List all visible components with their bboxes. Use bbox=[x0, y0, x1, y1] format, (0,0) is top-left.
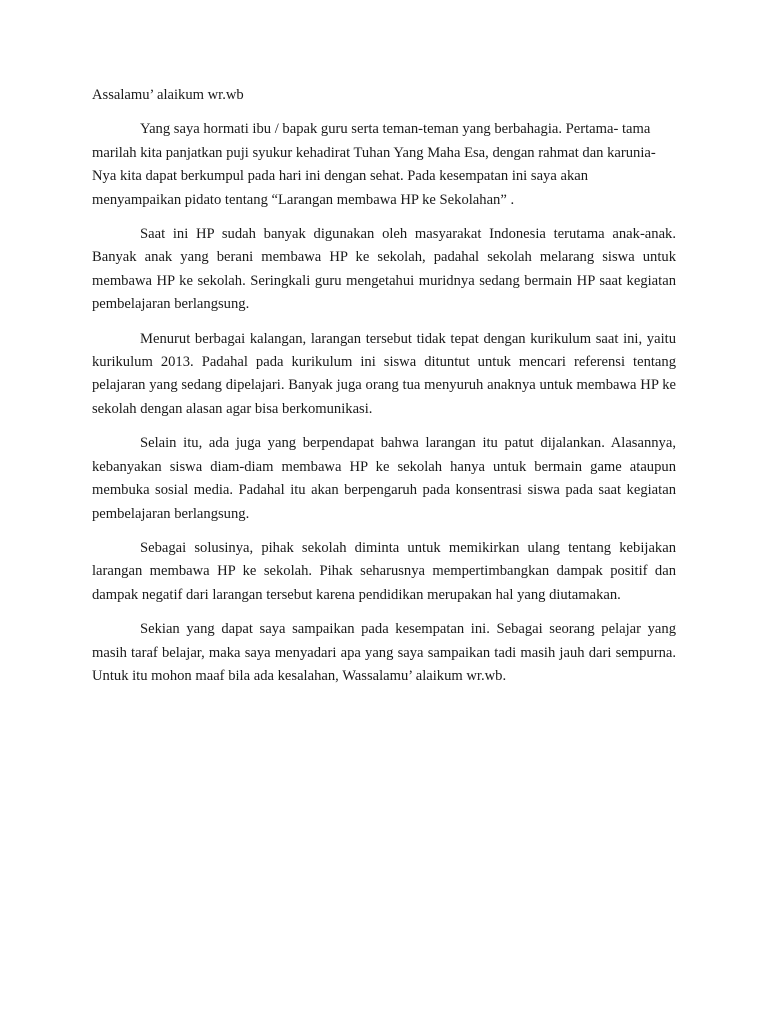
closing-paragraph: Sekian yang dapat saya sampaikan pada kesempatan ini. Sebagai seorang pelajar yang masih taraf belajar, maka saya menyadari apa yang saya sampaikan tadi masih jauh dari sempurna. Untuk itu mohon maaf bila ada kesalahan, Wassalamu’ alaikum wr.wb. bbox=[92, 621, 676, 684]
greeting: Assalamu’ alaikum wr.wb bbox=[92, 87, 244, 103]
body-paragraph-3: Selain itu, ada juga yang berpendapat bahwa larangan itu patut dijalankan. Alasannya, kebanyakan siswa diam-diam membawa HP ke sekolah hanya untuk bermain game ataupun membuka sosial media. Padahal itu akan berpengaruh pada konsentrasi siswa pada saat kegiatan pembelajaran berlangsung. bbox=[92, 435, 676, 522]
body-paragraph-2: Menurut berbagai kalangan, larangan tersebut tidak tepat dengan kurikulum saat ini, yaitu kurikulum 2013. Padahal pada kurikulum ini siswa dituntut untuk mencari referensi tentang pelajaran yang sedang dipelajari. Banyak juga orang tua menyuruh anaknya untuk membawa HP ke sekolah dengan alasan agar bisa berkomunikasi. bbox=[92, 330, 676, 417]
speech-text bbox=[92, 84, 676, 688]
body-paragraph-1: Saat ini HP sudah banyak digunakan oleh masyarakat Indonesia terutama anak-anak. Banyak anak yang berani membawa HP ke sekolah, padahal sekolah melarang siswa untuk membawa HP ke sekolah. Seringkali guru mengetahui muridnya sedang bermain HP saat kegiatan pembelajaran berlangsung. bbox=[92, 226, 676, 313]
opening-paragraph: Yang saya hormati ibu / bapak guru serta teman-teman yang berbahagia. Pertama- tama marilah kita panjatkan puji syukur kehadirat Tuhan Yang Maha Esa, dengan rahmat dan karunia-Nya kita dapat berkumpul pada hari ini dengan sehat. Pada kesempatan ini saya akan menyampaikan pidato tentang “Larangan membawa HP ke Sekolahan” . bbox=[92, 121, 656, 208]
body-paragraph-4: Sebagai solusinya, pihak sekolah diminta untuk memikirkan ulang tentang kebijakan larangan membawa HP ke sekolah. Pihak seharusnya mempertimbangkan dampak positif dan dampak negatif dari larangan tersebut karena pendidikan merupakan hal yang diutamakan. bbox=[92, 539, 676, 603]
